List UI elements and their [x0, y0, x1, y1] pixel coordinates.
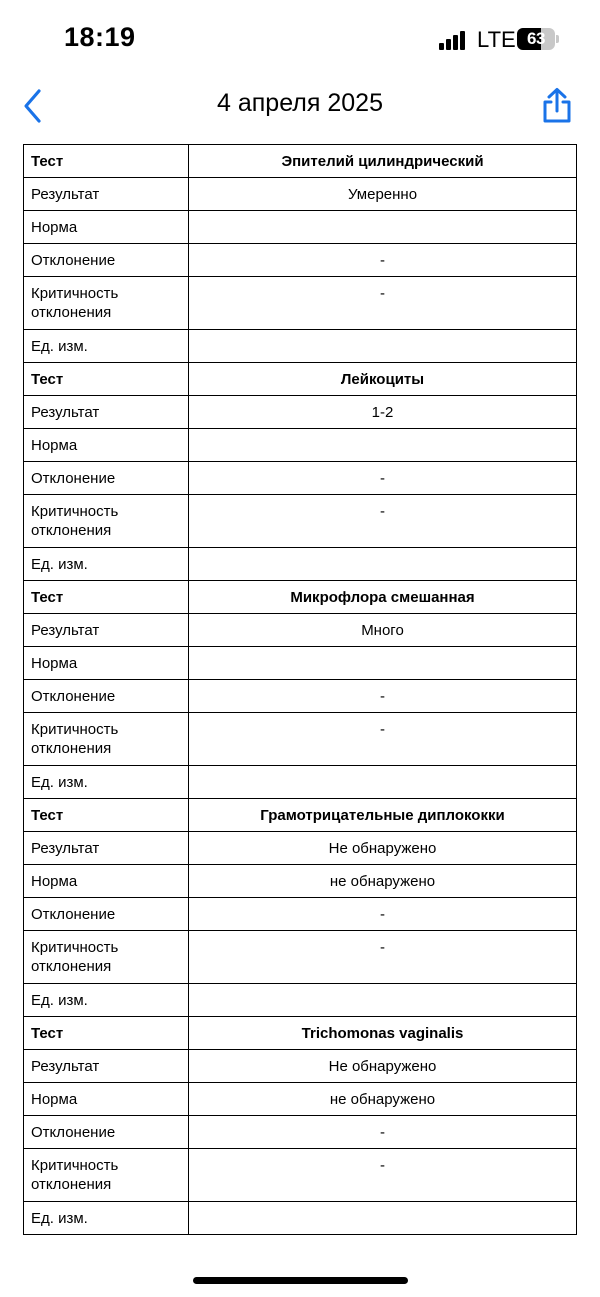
norm-row — [24, 429, 577, 462]
result-row — [24, 832, 577, 865]
test-header-row — [24, 799, 577, 832]
test-header-row — [24, 1017, 577, 1050]
norm-value — [189, 211, 577, 244]
test-label: Тест — [24, 799, 189, 832]
criticality-value: - — [189, 495, 577, 548]
test-name: Микрофлора смешанная — [189, 581, 577, 614]
deviation-label: Отклонение — [24, 680, 189, 713]
criticality-row — [24, 931, 577, 984]
criticality-value: - — [189, 931, 577, 984]
norm-value: не обнаружено — [189, 1083, 577, 1116]
norm-row — [24, 211, 577, 244]
criticality-label: Критичность отклонения — [24, 277, 189, 330]
test-header-row — [24, 363, 577, 396]
test-label: Тест — [24, 1017, 189, 1050]
result-row — [24, 614, 577, 647]
results-table — [23, 144, 577, 1235]
share-icon — [540, 86, 574, 126]
unit-label: Ед. изм. — [24, 984, 189, 1017]
page-title: 4 апреля 2025 — [217, 89, 383, 117]
back-button[interactable] — [18, 86, 50, 126]
unit-value — [189, 1202, 577, 1235]
test-label: Тест — [24, 581, 189, 614]
norm-row — [24, 647, 577, 680]
result-value: 1-2 — [189, 396, 577, 429]
deviation-value: - — [189, 244, 577, 277]
deviation-value: - — [189, 1116, 577, 1149]
deviation-value: - — [189, 898, 577, 931]
criticality-row — [24, 1149, 577, 1202]
unit-row — [24, 548, 577, 581]
status-time: 18:19 — [64, 22, 136, 52]
unit-value — [189, 984, 577, 1017]
unit-row — [24, 330, 577, 363]
battery-level: 63 — [527, 29, 545, 48]
unit-row — [24, 1202, 577, 1235]
result-label: Результат — [24, 1050, 189, 1083]
deviation-row — [24, 462, 577, 495]
share-button[interactable] — [540, 86, 574, 126]
norm-label: Норма — [24, 211, 189, 244]
deviation-label: Отклонение — [24, 1116, 189, 1149]
unit-label: Ед. изм. — [24, 1202, 189, 1235]
home-indicator[interactable] — [193, 1277, 408, 1284]
deviation-value: - — [189, 680, 577, 713]
norm-row — [24, 865, 577, 898]
norm-label: Норма — [24, 1083, 189, 1116]
results-table-body — [24, 145, 577, 1235]
criticality-value: - — [189, 1149, 577, 1202]
result-row — [24, 396, 577, 429]
deviation-label: Отклонение — [24, 898, 189, 931]
test-name: Эпителий цилиндрический — [189, 145, 577, 178]
criticality-row — [24, 713, 577, 766]
test-label: Тест — [24, 363, 189, 396]
norm-value: не обнаружено — [189, 865, 577, 898]
deviation-label: Отклонение — [24, 244, 189, 277]
battery-tip — [556, 35, 559, 43]
test-name: Trichomonas vaginalis — [189, 1017, 577, 1050]
deviation-row — [24, 1116, 577, 1149]
result-value: Умеренно — [189, 178, 577, 211]
test-name: Лейкоциты — [189, 363, 577, 396]
deviation-value: - — [189, 462, 577, 495]
criticality-label: Критичность отклонения — [24, 1149, 189, 1202]
cellular-signal-icon — [439, 30, 469, 50]
norm-value — [189, 429, 577, 462]
criticality-label: Критичность отклонения — [24, 931, 189, 984]
result-label: Результат — [24, 832, 189, 865]
criticality-row — [24, 495, 577, 548]
norm-label: Норма — [24, 429, 189, 462]
criticality-label: Критичность отклонения — [24, 713, 189, 766]
criticality-label: Критичность отклонения — [24, 495, 189, 548]
test-header-row — [24, 581, 577, 614]
result-value: Не обнаружено — [189, 1050, 577, 1083]
unit-label: Ед. изм. — [24, 548, 189, 581]
result-row — [24, 1050, 577, 1083]
norm-row — [24, 1083, 577, 1116]
criticality-value: - — [189, 713, 577, 766]
deviation-label: Отклонение — [24, 462, 189, 495]
unit-value — [189, 766, 577, 799]
result-label: Результат — [24, 396, 189, 429]
result-row — [24, 178, 577, 211]
norm-label: Норма — [24, 647, 189, 680]
criticality-value: - — [189, 277, 577, 330]
test-header-row — [24, 145, 577, 178]
result-label: Результат — [24, 178, 189, 211]
result-value: Не обнаружено — [189, 832, 577, 865]
result-label: Результат — [24, 614, 189, 647]
test-label: Тест — [24, 145, 189, 178]
result-value: Много — [189, 614, 577, 647]
battery-icon — [517, 28, 555, 50]
unit-label: Ед. изм. — [24, 330, 189, 363]
deviation-row — [24, 680, 577, 713]
chevron-left-icon — [18, 86, 50, 126]
unit-value — [189, 330, 577, 363]
status-bar — [0, 0, 600, 80]
unit-row — [24, 984, 577, 1017]
unit-row — [24, 766, 577, 799]
unit-label: Ед. изм. — [24, 766, 189, 799]
norm-label: Норма — [24, 865, 189, 898]
deviation-row — [24, 244, 577, 277]
deviation-row — [24, 898, 577, 931]
test-name: Грамотрицательные диплококки — [189, 799, 577, 832]
network-type: LTE — [477, 27, 516, 52]
norm-value — [189, 647, 577, 680]
criticality-row — [24, 277, 577, 330]
unit-value — [189, 548, 577, 581]
